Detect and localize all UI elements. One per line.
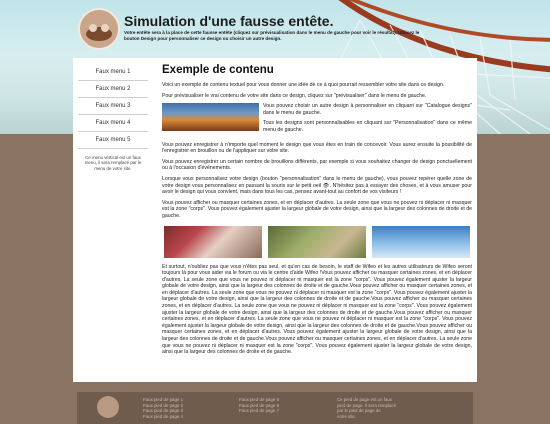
gallery-image-3 <box>372 226 470 258</box>
gallery-image-1 <box>164 226 262 258</box>
footer-note-line: pied de page. Il sera remplacé <box>337 402 397 408</box>
footer-link[interactable]: Faux pied de page 6 <box>239 402 280 408</box>
personnalisation-paragraph: Tous les designs sont personnalisables en cliquant sur "Personnalisation" dans ce même menu de gauche. <box>263 120 472 133</box>
image-text-block <box>162 103 472 137</box>
footer-note-line: par le pied de page de <box>337 408 381 414</box>
sidebar-item-faux-menu-3[interactable]: Faux menu 3 <box>78 98 148 115</box>
footer-col-2 <box>239 397 279 414</box>
sidebar-item-faux-menu-1[interactable]: Faux menu 1 <box>78 64 148 81</box>
character-logo-icon <box>80 10 118 48</box>
site-logo[interactable] <box>78 8 120 50</box>
gallery-image-2 <box>268 226 366 258</box>
help-paragraph: Et surtout, n'oubliez pas que vous n'êtes pas seul, et qu'en cas de besoin, le staff de Wifeo et les autres utilisateurs de Wifeo seront toujours là pour vous aider via le forum ou via le centre d'aide Wifeo !Vous pouvez afficher ou masquer certaines zones, et en déplacer d'autres. La seule zone que vous ne pouvez ni déplacer ni masquer est la zone "corps". Vous pouvez également ajuster la largeur globale de votre design, ainsi que la largeur des colonnes de droite et de gauche.Vous pouvez afficher ou masquer certaines zones, et en déplacer d'autres. La seule zone que vous ne pouvez ni déplacer ni masquer est la zone "corps". Vous pouvez également ajuster la largeur globale de votre design, ainsi que la largeur des colonnes de droite et de gauche.Vous pouvez afficher ou masquer certaines zones, et en déplacer d'autres. La seule zone que vous ne pouvez ni déplacer ni masquer est la zone "corps". Vous pouvez également ajuster la largeur globale de votre design, ainsi que la largeur des colonnes de droite et de gauche.Vous pouvez afficher ou masquer certaines zones, et en déplacer d'autres. La seule zone que vous ne pouvez ni déplacer ni masquer est la zone "corps". Vous pouvez également ajuster la largeur globale de votre design, ainsi que la largeur des colonnes de droite et de gauche.Vous pouvez afficher ou masquer certaines zones, et en déplacer d'autres. Vous pouvez également ajuster la largeur globale de votre design, ainsi que la largeur des colonnes de droite et de gauche.Vous pouvez afficher ou masquer certaines zones, et en déplacer d'autres. La seule zone que vous ne pouvez ni déplacer ni masquer est la zone "corps". Vous pouvez également ajuster la largeur globale de votre design, ainsi que la largeur des colonnes de droite et de gauche. <box>162 263 472 356</box>
footer-link[interactable]: Faux pied de page 7 <box>239 408 280 414</box>
footer-col-3 <box>337 397 396 419</box>
footer-note-line: votre site. <box>337 413 357 419</box>
footer-link[interactable]: Faux pied de page 4 <box>143 413 184 419</box>
page-container <box>73 58 477 382</box>
sidebar-item-faux-menu-5[interactable]: Faux menu 5 <box>78 132 148 149</box>
save-paragraph: Vous pouvez enregistrer à n'importe quel moment le design que vous êtes en train de concevoir. Vous aurez ensuite la possibilité de l'enregistrer en brouillon ou de l'appliquer sur votre site. <box>162 141 472 155</box>
site-description: Votre entête sera à la place de cette fausse entête (cliquez sur prévisualisation dans le menu de gauche pour voir le résultat). Utilisez le bouton Design pour personnaliser ce design ou choisir un autre design. <box>124 30 420 41</box>
footer-col-1 <box>143 397 183 419</box>
page-title: Exemple de contenu <box>162 64 274 76</box>
catalogue-paragraph: Vous pouvez choisir un autre design à personnaliser en cliquant sur "Catalogue designs" dans le menu de gauche. <box>263 103 472 116</box>
footer-logo <box>97 396 119 418</box>
canyon-image <box>162 103 259 131</box>
footer-link[interactable]: Faux pied de page 3 <box>143 408 184 414</box>
sidebar-item-faux-menu-2[interactable]: Faux menu 2 <box>78 81 148 98</box>
preview-paragraph: Pour prévisualiser le vrai contenu de votre site dans ce design, cliquez sur "prévisualiser" dans le menu de gauche. <box>162 92 427 99</box>
sidebar <box>73 58 153 382</box>
customize-paragraph: Lorsque vous personnalisez votre design (bouton "personnalisation" dans le menu de gauche), vous pouvez repérer quelle zone de votre design vous personnalisez en passant la souris sur le petit oeil 👁. N'hésitez pas à essayer des choses, et à vous amuser pour avoir le design qui vous convient, mais dans tous les cas, pensez avant-tout au confort de vos visiteurs ! <box>162 175 472 196</box>
footer-note-line: Ce pied de page est un faux <box>337 397 392 402</box>
image-gallery <box>164 226 472 258</box>
sidebar-item-faux-menu-4[interactable]: Faux menu 4 <box>78 115 148 132</box>
zones-paragraph: Vous pouvez afficher ou masquer certaines zones, et en déplacer d'autres. La seule zone que vous ne pouvez ni déplacer ni masquer est la zone "corps". Vous pouvez également ajuster la largeur globale de votre design, ainsi que la largeur des colonnes de droite et de gauche. <box>162 199 472 219</box>
footer-link[interactable]: Faux pied de page 5 <box>239 397 280 402</box>
site-title: Simulation d'une fausse entête. <box>124 13 334 29</box>
footer-link[interactable]: Faux pied de page 2 <box>143 402 184 408</box>
main-content <box>162 64 472 382</box>
sidebar-note: Ce menu vertical est un faux menu, il sera remplacé par le menu de votre site. <box>84 155 142 171</box>
intro-paragraph: Voici un exemple de contenu textuel pour vous donner une idée de ce à quoi pourrait ressembler votre site dans ce design. <box>162 82 445 88</box>
drafts-paragraph: Vous pouvez enregistrer un certain nombre de brouillons différents, par exemple si vous souhaitez changer de design ponctuellement ou à l'occasion d'évènements. <box>162 158 472 172</box>
footer-link[interactable]: Faux pied de page 1 <box>143 397 184 402</box>
sidebar-menu <box>73 58 153 149</box>
footer <box>77 392 473 424</box>
